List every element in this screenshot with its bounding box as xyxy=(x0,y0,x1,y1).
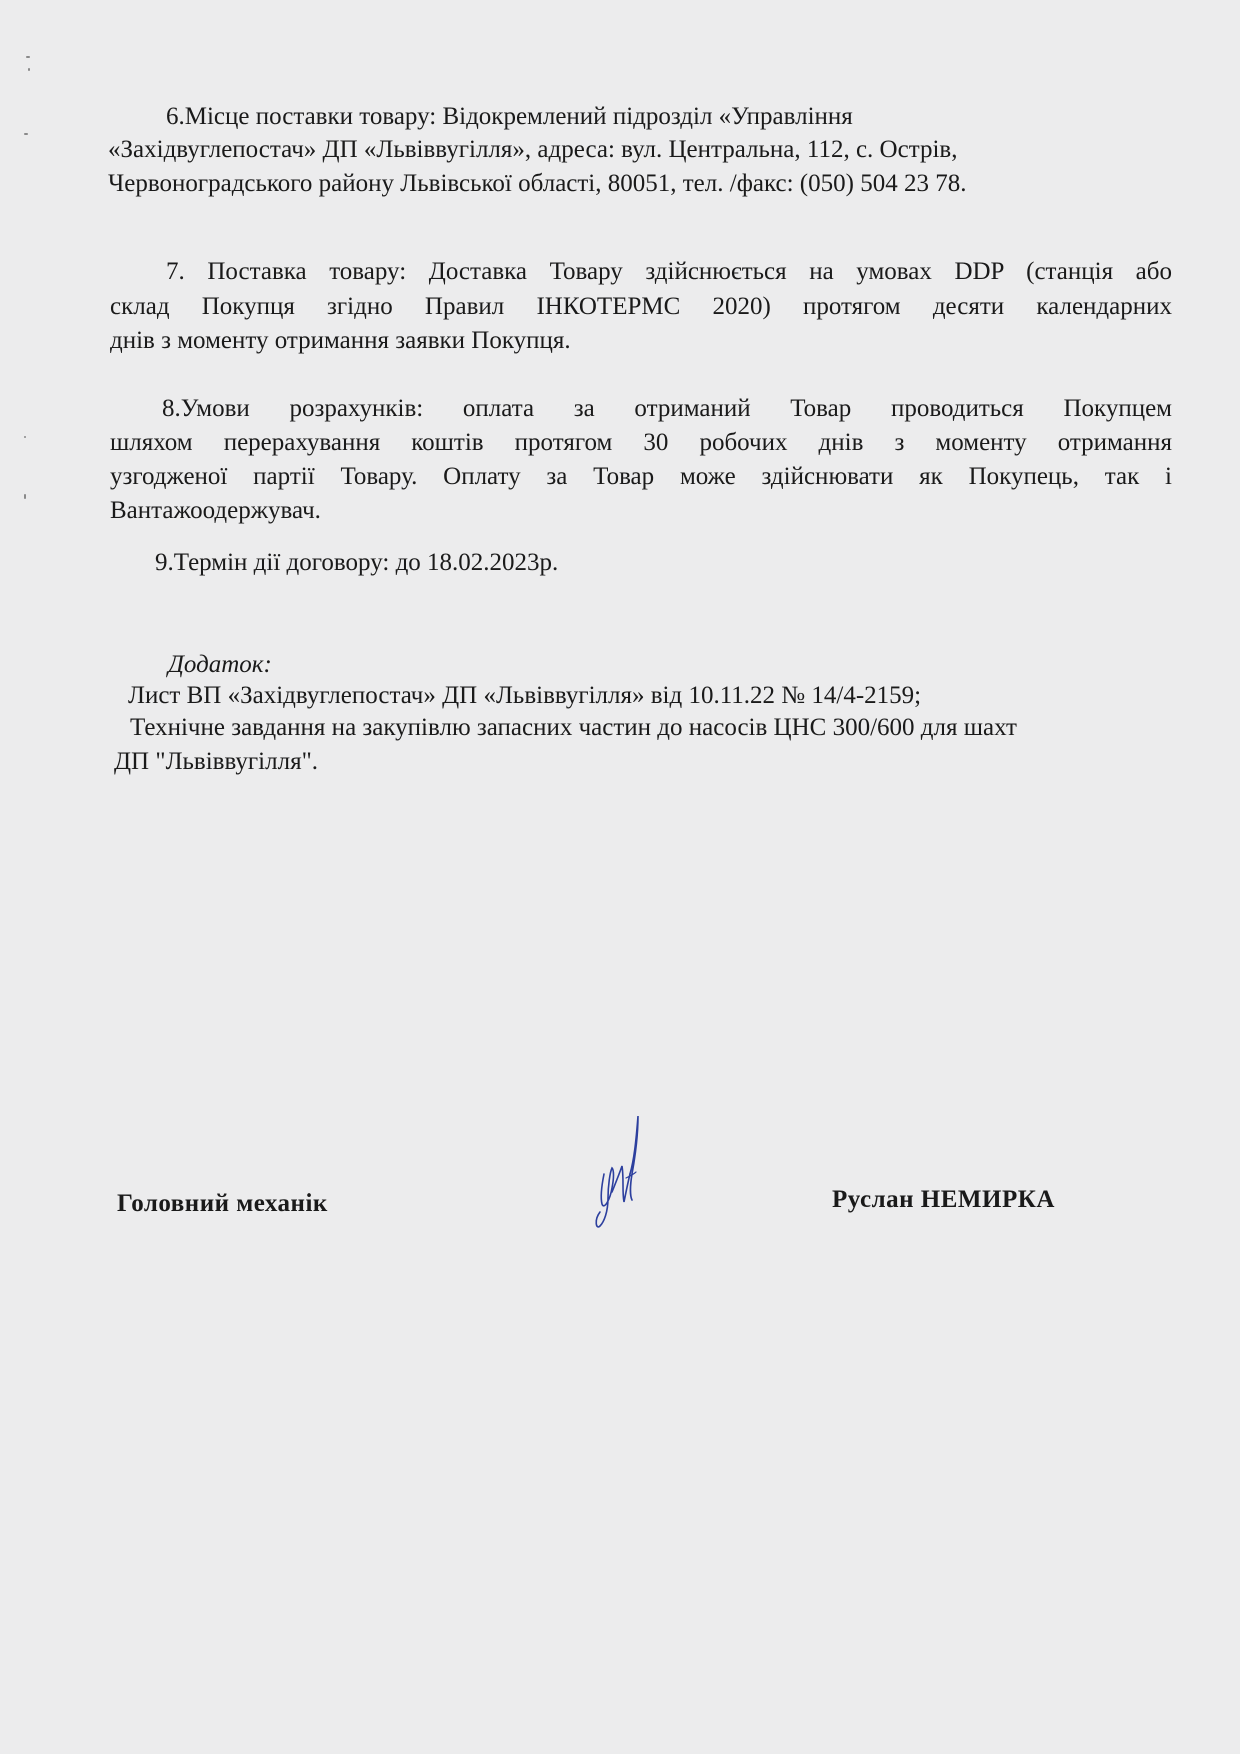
appendix-line1: Лист ВП «Західвуглепостач» ДП «Львіввугілля» від 10.11.22 № 14/4-2159; xyxy=(128,682,922,709)
item8-line4: Вантажоодержувач. xyxy=(110,497,321,524)
appendix-line3: ДП "Львіввугілля". xyxy=(114,748,319,775)
handwritten-signature xyxy=(590,1112,650,1232)
item9-term: 9.Термін дії договору: до 18.02.2023р. xyxy=(155,549,559,576)
item8-line1: 8.Умови розрахунків: оплата за отриманий Товар проводиться Покупцем xyxy=(162,395,1172,422)
scan-speck xyxy=(24,494,26,499)
item6-line2: «Західвуглепостач» ДП «Львіввугілля», адреса: вул. Центральна, 112, с. Острів, xyxy=(108,136,958,163)
item7-line1: 7. Поставка товару: Доставка Товару здійснюється на умовах DDP (станція або xyxy=(166,258,1172,285)
item8-line2: шляхом перерахування коштів протягом 30 робочих днів з моменту отримання xyxy=(110,429,1172,456)
scan-speck xyxy=(26,56,30,58)
item8-line3: узгодженої партії Товару. Оплату за Товар може здійснювати як Покупець, так і xyxy=(110,463,1172,490)
scan-speck xyxy=(24,436,26,438)
scan-speck xyxy=(28,68,30,71)
item6-line1: 6.Місце поставки товару: Відокремлений підрозділ «Управління xyxy=(166,103,853,130)
item7-line3: днів з моменту отримання заявки Покупця. xyxy=(110,327,571,354)
signatory-name: Руслан НЕМИРКА xyxy=(832,1186,1055,1213)
appendix-heading: Додаток: xyxy=(168,651,272,678)
scan-speck xyxy=(24,133,28,135)
appendix-line2: Технічне завдання на закупівлю запасних частин до насосів ЦНС 300/600 для шахт xyxy=(130,714,1017,741)
item6-line3: Червоноградського району Львівської області, 80051, тел. /факс: (050) 504 23 78. xyxy=(108,170,967,197)
position-title: Головний механік xyxy=(117,1190,328,1217)
item7-line2: склад Покупця згідно Правил ІНКОТЕРМС 2020) протягом десяти календарних xyxy=(110,293,1172,320)
